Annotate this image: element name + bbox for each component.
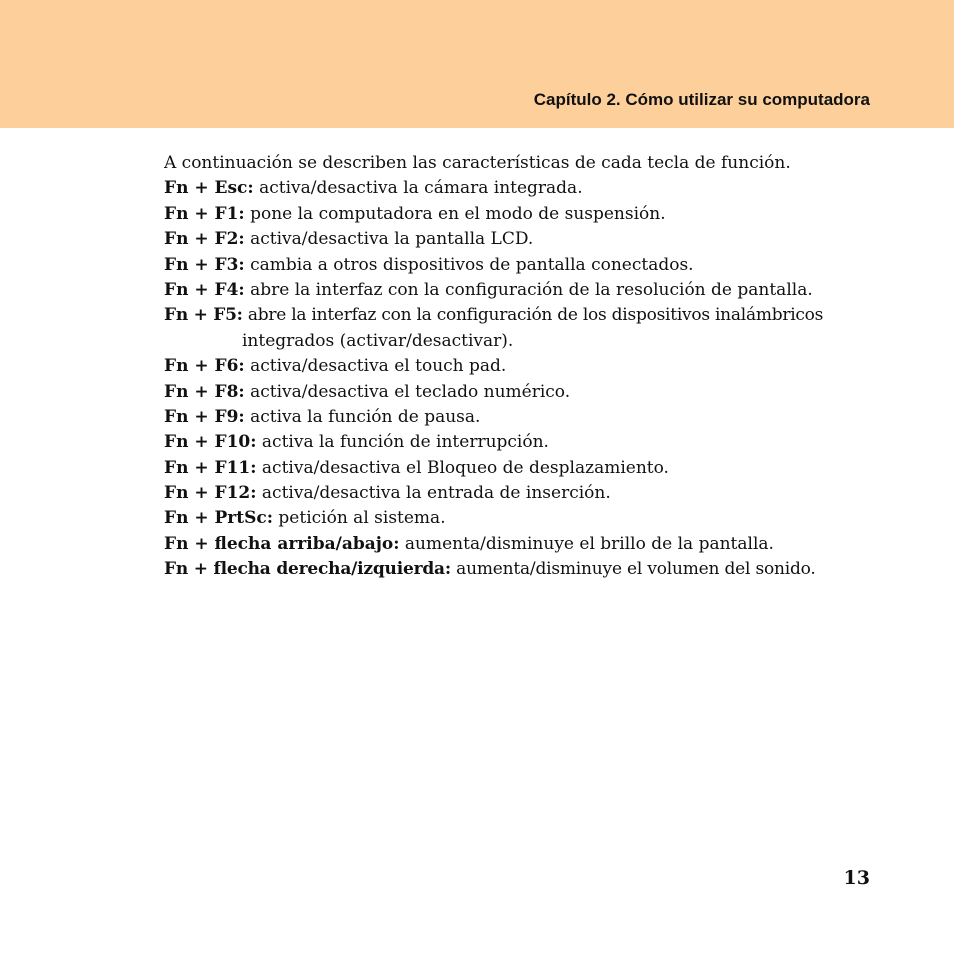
key-description-continued: integrados (activar/desactivar). bbox=[242, 330, 514, 351]
key-combo: Fn + F9: bbox=[164, 406, 245, 427]
function-key-item bbox=[164, 456, 884, 481]
key-description: activa/desactiva el Bloqueo de desplazamiento. bbox=[261, 457, 669, 478]
key-combo: Fn + F10: bbox=[164, 432, 257, 453]
key-combo: Fn + F1: bbox=[164, 203, 245, 224]
key-combo: Fn + PrtSc: bbox=[164, 508, 274, 529]
chapter-title: Capítulo 2. Cómo utilizar su computadora bbox=[533, 90, 870, 109]
function-key-item bbox=[164, 202, 884, 227]
key-combo: Fn + flecha arriba/abajo: bbox=[164, 533, 400, 554]
function-key-item bbox=[164, 430, 884, 455]
key-combo: Fn + F12: bbox=[164, 483, 257, 504]
key-combo: Fn + F6: bbox=[164, 356, 245, 377]
key-description: pone la computadora en el modo de suspensión. bbox=[250, 203, 666, 224]
function-key-item bbox=[164, 278, 884, 303]
intro-paragraph: A continuación se describen las características de cada tecla de función. bbox=[164, 153, 791, 173]
key-description: aumenta/disminuye el brillo de la pantalla. bbox=[404, 533, 774, 554]
key-description: activa la función de pausa. bbox=[250, 406, 481, 427]
document-body bbox=[164, 151, 884, 583]
key-description: activa la función de interrupción. bbox=[261, 432, 549, 453]
key-description: activa/desactiva la pantalla LCD. bbox=[250, 229, 534, 250]
function-key-item bbox=[164, 227, 884, 252]
function-key-item bbox=[164, 380, 884, 405]
key-description: abre la interfaz con la configuración de la resolución de pantalla. bbox=[250, 279, 813, 300]
key-combo: Fn + F5: bbox=[164, 305, 243, 326]
key-combo: Fn + F11: bbox=[164, 457, 257, 478]
key-description: activa/desactiva la cámara integrada. bbox=[259, 178, 583, 199]
function-key-item bbox=[164, 506, 884, 531]
key-description: activa/desactiva la entrada de inserción. bbox=[261, 483, 611, 504]
key-description: petición al sistema. bbox=[278, 508, 446, 529]
key-description: abre la interfaz con la configuración de los dispositivos inalámbricos bbox=[247, 305, 824, 326]
key-description: activa/desactiva el teclado numérico. bbox=[250, 381, 571, 402]
key-description: cambia a otros dispositivos de pantalla conectados. bbox=[250, 254, 694, 275]
page-number: 13 bbox=[843, 867, 870, 889]
function-key-item bbox=[164, 481, 884, 506]
function-key-item bbox=[164, 557, 884, 582]
function-key-item bbox=[164, 354, 884, 379]
key-description: aumenta/disminuye el volumen del sonido. bbox=[456, 559, 816, 580]
key-combo: Fn + F3: bbox=[164, 254, 245, 275]
function-key-item bbox=[164, 176, 884, 201]
function-key-item bbox=[164, 253, 884, 278]
key-combo: Fn + Esc: bbox=[164, 178, 254, 199]
function-key-item bbox=[164, 405, 884, 430]
key-combo: Fn + flecha derecha/izquierda: bbox=[164, 559, 451, 580]
function-key-item-continuation bbox=[164, 329, 884, 354]
function-key-item bbox=[164, 532, 884, 557]
function-key-item bbox=[164, 303, 884, 328]
key-description: activa/desactiva el touch pad. bbox=[250, 356, 507, 377]
key-combo: Fn + F2: bbox=[164, 229, 245, 250]
key-combo: Fn + F4: bbox=[164, 279, 245, 300]
key-combo: Fn + F8: bbox=[164, 381, 245, 402]
